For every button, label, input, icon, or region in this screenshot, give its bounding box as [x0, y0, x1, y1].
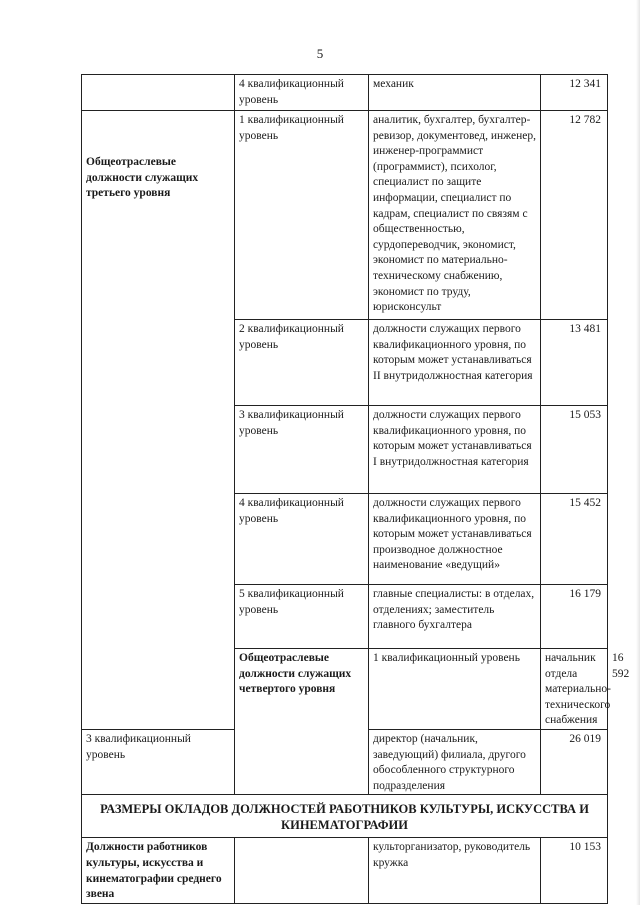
salary-cell: 13 481	[541, 320, 608, 406]
scan-edge	[636, 0, 640, 905]
positions-cell: начальник отдела материально-технического снабжения	[541, 649, 608, 730]
table-row: Общеотраслевые должности служащих четвертого уровня 1 квалификационный уровень начальник отдела материально-технического снабжения 16 592	[82, 649, 608, 730]
qualification-level-cell: 2 квалификационный уровень	[235, 320, 369, 406]
positions-cell: должности служащих первого квалификационного уровня, по которым может устанавливаться I внутридолжностная категория	[369, 406, 541, 494]
positions-cell: директор (начальник, заведующий) филиала, другого обособленного структурного подразделения	[369, 729, 541, 794]
salary-cell: 16 179	[541, 585, 608, 649]
salary-cell: 15 452	[541, 494, 608, 585]
positions-cell: механик	[369, 75, 541, 111]
salary-cell: 26 019	[541, 729, 608, 794]
salary-cell: 15 053	[541, 406, 608, 494]
table-row	[82, 111, 608, 320]
positions-cell: должности служащих первого квалификационного уровня, по которым может устанавливаться производное должностное наименование «ведущий»	[369, 494, 541, 585]
group-cell-fourth-level: Общеотраслевые должности служащих четвертого уровня	[235, 649, 369, 795]
qualification-level-cell: 3 квалификационный уровень	[82, 729, 235, 794]
page-number: 5	[316, 46, 324, 61]
positions-cell: культорганизатор, руководитель кружка	[369, 838, 541, 903]
qualification-level-cell: 1 квалификационный уровень	[235, 111, 369, 320]
qualification-level-cell	[235, 838, 369, 903]
qualification-level-cell: 3 квалификационный уровень	[235, 406, 369, 494]
salary-table	[81, 74, 630, 904]
salary-cell: 12 341	[541, 75, 608, 111]
qualification-level-cell: 5 квалификационный уровень	[235, 585, 369, 649]
group-cell-culture-middle: Должности работников культуры, искусства и кинематографии среднего звена	[82, 838, 235, 903]
qualification-level-cell: 1 квалификационный уровень	[369, 649, 541, 730]
positions-cell: главные специалисты: в отделах, отделениях; заместитель главного бухгалтера	[369, 585, 541, 649]
group-cell-empty	[82, 75, 235, 111]
qualification-level-cell: 4 квалификационный уровень	[235, 494, 369, 585]
qualification-level-cell: 4 квалификационный уровень	[235, 75, 369, 111]
positions-cell: аналитик, бухгалтер, бухгалтер-ревизор, документовед, инженер, инженер-программист (программист), психолог, специалист по защите информации, специалист по кадрам, специалист по связям с общественностью, сурдопереводчик, экономист, экономист по материально-техническому снабжению, экономист по труду, юрисконсульт	[369, 111, 541, 320]
section-heading: РАЗМЕРЫ ОКЛАДОВ ДОЛЖНОСТЕЙ РАБОТНИКОВ КУЛЬТУРЫ, ИСКУССТВА И КИНЕМАТОГРАФИИ	[82, 795, 608, 838]
table-row	[82, 838, 608, 903]
salary-cell: 12 782	[541, 111, 608, 320]
section-heading-row	[82, 795, 608, 838]
positions-cell: должности служащих первого квалификационного уровня, по которым может устанавливаться II внутридолжностная категория	[369, 320, 541, 406]
group-cell-third-level: Общеотраслевые должности служащих третьего уровня	[82, 111, 235, 730]
table-row	[82, 75, 608, 111]
salary-cell: 10 153	[541, 838, 608, 903]
